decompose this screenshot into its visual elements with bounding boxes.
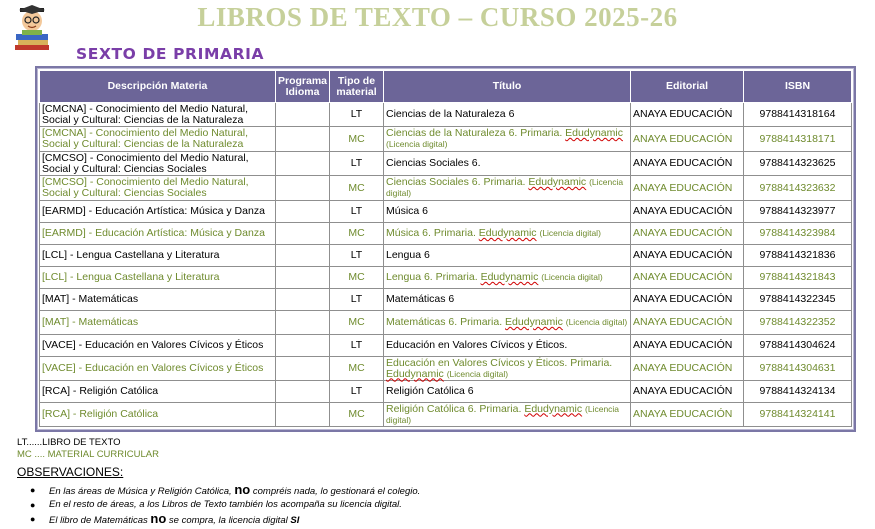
table-header-row — [40, 71, 852, 103]
cell-descripcion: [EARMD] - Educación Artística: Música y Danza — [40, 223, 276, 245]
cell-titulo: Música 6 — [384, 201, 631, 223]
table-row — [40, 289, 852, 311]
cell-tipo: LT — [330, 103, 384, 127]
table-row — [40, 311, 852, 335]
note-text: compréis nada, lo gestionará el colegio. — [252, 486, 421, 497]
cell-tipo: LT — [330, 201, 384, 223]
edudynamic-text: Edudynamic — [528, 176, 587, 188]
cell-programa — [276, 152, 330, 176]
note-emphasis: no — [234, 482, 251, 497]
cell-isbn: 9788414304624 — [744, 335, 852, 357]
cell-tipo: MC — [330, 223, 384, 245]
note-text: En las áreas de Música y Religión Católica, — [49, 486, 232, 497]
page-title: LIBROS DE TEXTO – CURSO 2025-26 — [197, 2, 678, 32]
bullet-icon: ● — [30, 499, 36, 510]
note-item — [30, 483, 870, 498]
cell-tipo: MC — [330, 357, 384, 381]
cell-editorial: ANAYA EDUCACIÓN — [631, 103, 744, 127]
cell-descripcion: [VACE] - Educación en Valores Cívicos y Éticos — [40, 357, 276, 381]
note-item — [30, 512, 870, 527]
table-row — [40, 381, 852, 403]
table-row — [40, 201, 852, 223]
note-emphasis: SI — [290, 515, 300, 526]
cell-tipo: LT — [330, 152, 384, 176]
license-note: (Licencia digital) — [446, 368, 509, 379]
license-note: (Licencia digital) — [386, 403, 620, 425]
cell-titulo: Religión Católica 6 — [384, 381, 631, 403]
legend-mc: MC .... MATERIAL CURRICULAR — [17, 449, 159, 460]
cell-tipo: MC — [330, 267, 384, 289]
cell-tipo: LT — [330, 245, 384, 267]
cell-editorial: ANAYA EDUCACIÓN — [631, 289, 744, 311]
table-row — [40, 335, 852, 357]
course-subtitle: SEXTO DE PRIMARIA — [76, 45, 265, 63]
cell-descripcion: [VACE] - Educación en Valores Cívicos y Éticos — [40, 335, 276, 357]
cell-tipo: LT — [330, 335, 384, 357]
cell-isbn: 9788414322352 — [744, 311, 852, 335]
col-header-tipo: Tipo de material — [330, 71, 384, 103]
cell-descripcion: [CMCSO] - Conocimiento del Medio Natural, Social y Cultural: Ciencias Sociales — [40, 176, 276, 201]
cell-editorial: ANAYA EDUCACIÓN — [631, 223, 744, 245]
cell-isbn: 9788414323632 — [744, 176, 852, 201]
cell-titulo: Ciencias de la Naturaleza 6 — [384, 103, 631, 127]
textbooks-table — [39, 70, 852, 427]
title-text: Religión Católica 6. Primaria. — [386, 402, 522, 415]
table-body — [40, 103, 852, 427]
cell-editorial: ANAYA EDUCACIÓN — [631, 267, 744, 289]
cell-isbn: 9788414321836 — [744, 245, 852, 267]
bullet-icon: ● — [30, 514, 36, 524]
cell-programa — [276, 223, 330, 245]
col-header-descripcion: Descripción Materia — [40, 71, 276, 103]
table-row — [40, 176, 852, 201]
cell-isbn: 9788414322345 — [744, 289, 852, 311]
table-row — [40, 357, 852, 381]
cell-titulo: Educación en Valores Cívicos y Éticos. — [384, 335, 631, 357]
cell-editorial: ANAYA EDUCACIÓN — [631, 381, 744, 403]
edudynamic-text: Edudynamic — [386, 367, 444, 380]
observaciones-list — [30, 483, 870, 527]
cell-isbn: 9788414324141 — [744, 403, 852, 427]
cell-programa — [276, 176, 330, 201]
cell-descripcion: [LCL] - Lengua Castellana y Literatura — [40, 245, 276, 267]
title-text: Música 6. Primaria. — [386, 227, 476, 239]
cell-tipo: MC — [330, 176, 384, 201]
cell-tipo: LT — [330, 381, 384, 403]
cell-programa — [276, 357, 330, 381]
cell-editorial: ANAYA EDUCACIÓN — [631, 403, 744, 427]
col-header-editorial: Editorial — [631, 71, 744, 103]
cell-isbn: 9788414304631 — [744, 357, 852, 381]
cell-titulo — [384, 357, 631, 381]
cell-descripcion: [RCA] - Religión Católica — [40, 403, 276, 427]
cell-titulo — [384, 311, 631, 335]
note-text: se compra, la licencia digital — [168, 515, 288, 526]
title-text: Educación en Valores Cívicos y Éticos. Primaria. — [386, 356, 613, 369]
cell-editorial: ANAYA EDUCACIÓN — [631, 357, 744, 381]
title-text: Ciencias Sociales 6. Primaria. — [386, 176, 526, 188]
cell-isbn: 9788414324134 — [744, 381, 852, 403]
cell-editorial: ANAYA EDUCACIÓN — [631, 176, 744, 201]
cell-isbn: 9788414321843 — [744, 267, 852, 289]
note-emphasis: no — [150, 511, 167, 526]
edudynamic-text: Edudynamic — [565, 127, 623, 139]
cell-titulo: Ciencias Sociales 6. — [384, 152, 631, 176]
note-text: En el resto de áreas, a los Libros de Texto también los acompaña su licencia digital. — [49, 498, 402, 510]
cell-descripcion: [CMCNA] - Conocimiento del Medio Natural, Social y Cultural: Ciencias de la Naturaleza — [40, 103, 276, 127]
edudynamic-text: Edudynamic — [480, 271, 539, 283]
cell-programa — [276, 311, 330, 335]
cell-editorial: ANAYA EDUCACIÓN — [631, 152, 744, 176]
edudynamic-text: Edudynamic — [505, 316, 563, 328]
cell-descripcion: [EARMD] - Educación Artística: Música y Danza — [40, 201, 276, 223]
observaciones-heading: OBSERVACIONES: — [17, 465, 124, 479]
cell-programa — [276, 381, 330, 403]
cell-editorial: ANAYA EDUCACIÓN — [631, 311, 744, 335]
cell-descripcion: [MAT] - Matemáticas — [40, 289, 276, 311]
cell-tipo: LT — [330, 289, 384, 311]
license-note: (Licencia digital) — [386, 139, 448, 149]
cell-tipo: MC — [330, 127, 384, 152]
legend-lt: LT......LIBRO DE TEXTO — [17, 437, 121, 448]
edudynamic-text: Edudynamic — [524, 402, 583, 415]
edudynamic-text: Edudynamic — [478, 227, 537, 239]
license-note: (Licencia digital) — [541, 272, 603, 282]
cell-descripcion: [LCL] - Lengua Castellana y Literatura — [40, 267, 276, 289]
cell-programa — [276, 403, 330, 427]
col-header-titulo: Título — [384, 71, 631, 103]
cell-isbn: 9788414318171 — [744, 127, 852, 152]
table-row — [40, 245, 852, 267]
cell-programa — [276, 127, 330, 152]
cell-titulo — [384, 127, 631, 152]
cell-programa — [276, 201, 330, 223]
note-item — [30, 498, 870, 513]
table-row — [40, 152, 852, 176]
license-note: (Licencia digital) — [386, 177, 624, 198]
table-row — [40, 127, 852, 152]
cell-programa — [276, 245, 330, 267]
cell-isbn: 9788414323984 — [744, 223, 852, 245]
col-header-programa: Programa Idioma — [276, 71, 330, 103]
cell-tipo: MC — [330, 403, 384, 427]
cell-titulo — [384, 403, 631, 427]
cell-titulo — [384, 223, 631, 245]
table-row — [40, 267, 852, 289]
cell-editorial: ANAYA EDUCACIÓN — [631, 201, 744, 223]
cell-descripcion: [CMCSO] - Conocimiento del Medio Natural, Social y Cultural: Ciencias Sociales — [40, 152, 276, 176]
cell-tipo: MC — [330, 311, 384, 335]
license-note: (Licencia digital) — [539, 228, 601, 238]
title-text: Lengua 6. Primaria. — [386, 271, 478, 283]
license-note: (Licencia digital) — [565, 317, 628, 327]
bullet-icon: ● — [30, 485, 36, 495]
table-row — [40, 103, 852, 127]
title-text: Matemáticas 6. Primaria. — [386, 316, 503, 328]
cell-programa — [276, 103, 330, 127]
cell-programa — [276, 335, 330, 357]
title-text: Ciencias de la Naturaleza 6. Primaria. — [386, 127, 563, 139]
note-text: El libro de Matemáticas — [49, 515, 148, 526]
cell-programa — [276, 289, 330, 311]
cell-titulo — [384, 176, 631, 201]
col-header-isbn: ISBN — [744, 71, 852, 103]
cell-programa — [276, 267, 330, 289]
cell-editorial: ANAYA EDUCACIÓN — [631, 335, 744, 357]
cell-descripcion: [RCA] - Religión Católica — [40, 381, 276, 403]
cell-descripcion: [MAT] - Matemáticas — [40, 311, 276, 335]
cell-titulo — [384, 267, 631, 289]
cell-titulo: Lengua 6 — [384, 245, 631, 267]
cell-isbn: 9788414323625 — [744, 152, 852, 176]
table-row — [40, 403, 852, 427]
cell-descripcion: [CMCNA] - Conocimiento del Medio Natural, Social y Cultural: Ciencias de la Naturaleza — [40, 127, 276, 152]
cell-editorial: ANAYA EDUCACIÓN — [631, 127, 744, 152]
table-row — [40, 223, 852, 245]
cell-isbn: 9788414318164 — [744, 103, 852, 127]
cell-editorial: ANAYA EDUCACIÓN — [631, 245, 744, 267]
cell-titulo: Matemáticas 6 — [384, 289, 631, 311]
cell-isbn: 9788414323977 — [744, 201, 852, 223]
